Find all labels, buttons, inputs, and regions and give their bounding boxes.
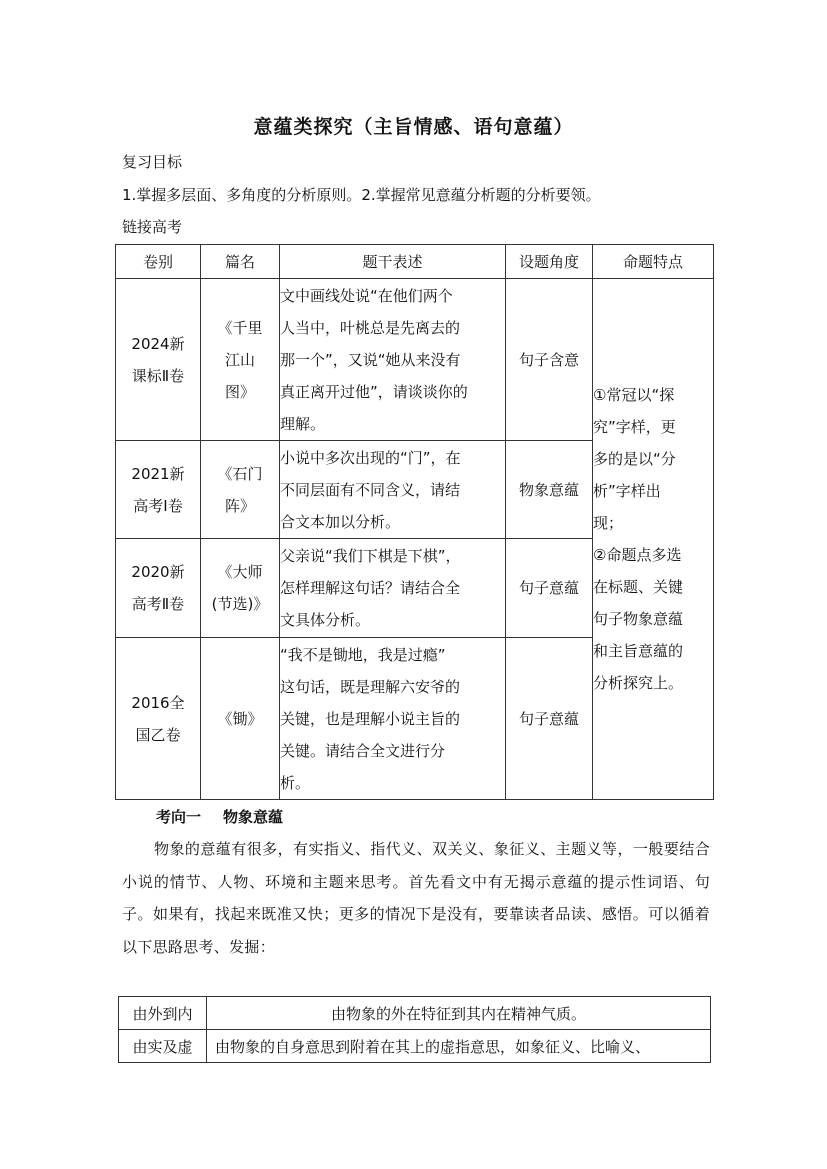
header-work: 篇名 bbox=[201, 245, 280, 279]
page-title: 意蕴类探究（主旨情感、语句意蕴） bbox=[253, 116, 574, 138]
body-paragraph: 物象的意蕴有很多，有实指义、指代义、双关义、象征义、主题义等，一般要结合小说的情节、人物、环境和主题来思考。首先看文中有无揭示意蕴的提示性词语、句子。如果有，找起来既准又快；更多的情况下是没有，要靠读者品读、感悟。可以循着以下思路思考、发掘： bbox=[122, 840, 710, 956]
feature-cell: ①常冠以“探 究”字样，更 多的是以“分 析”字样出 现； ②命题点多选 在标题、关键 句子物象意蕴 和主旨意蕴的 分析探究上。 bbox=[593, 279, 714, 800]
section-number: 考向一 bbox=[156, 808, 202, 826]
review-goal-text: 1.掌握多层面、多角度的分析原则。2.掌握常见意蕴分析题的分析要领。 bbox=[122, 186, 601, 204]
review-goal-label: 复习目标 bbox=[122, 153, 183, 171]
table-row bbox=[119, 1030, 711, 1063]
header-angle: 设题角度 bbox=[506, 245, 593, 279]
angle-cell: 句子意蕴 bbox=[506, 539, 593, 638]
exam-table-header-row bbox=[116, 245, 714, 279]
section-name: 物象意蕴 bbox=[223, 808, 284, 826]
stem-cell: 文中画线处说“在他们两个 人当中，叶桃总是先离去的 那一个”，又说“她从来没有 真正离开过他”，请谈谈你的 理解。 bbox=[280, 279, 506, 441]
section-heading bbox=[156, 806, 283, 827]
path-value: 由物象的外在特征到其内在精神气质。 bbox=[207, 997, 711, 1030]
path-table bbox=[118, 996, 711, 1063]
angle-cell: 句子含意 bbox=[506, 279, 593, 441]
work-cell: 《千里 江山 图》 bbox=[201, 279, 280, 441]
work-cell: 《大师 (节选)》 bbox=[201, 539, 280, 638]
stem-cell: 父亲说“我们下棋是下棋”， 怎样理解这句话？请结合全 文具体分析。 bbox=[280, 539, 506, 638]
table-row bbox=[116, 279, 714, 441]
work-cell: 《石门 阵》 bbox=[201, 441, 280, 539]
header-stem: 题干表述 bbox=[280, 245, 506, 279]
exam-cell: 2024新 课标Ⅱ卷 bbox=[116, 279, 201, 441]
stem-cell: 小说中多次出现的“门”，在 不同层面有不同含义，请结 合文本加以分析。 bbox=[280, 441, 506, 539]
link-label: 链接高考 bbox=[122, 218, 183, 236]
path-key: 由外到内 bbox=[119, 997, 207, 1030]
path-key: 由实及虚 bbox=[119, 1030, 207, 1063]
exam-cell: 2016全 国乙卷 bbox=[116, 638, 201, 800]
exam-cell: 2020新 高考Ⅱ卷 bbox=[116, 539, 201, 638]
header-feature: 命题特点 bbox=[593, 245, 714, 279]
work-cell: 《锄》 bbox=[201, 638, 280, 800]
exam-cell: 2021新 高考Ⅰ卷 bbox=[116, 441, 201, 539]
path-value: 由物象的自身意思到附着在其上的虚指意思，如象征义、比喻义、 bbox=[207, 1030, 711, 1063]
angle-cell: 物象意蕴 bbox=[506, 441, 593, 539]
stem-cell: “我不是锄地，我是过瘾” 这句话，既是理解六安爷的 关键，也是理解小说主旨的 关键。请结合全文进行分 析。 bbox=[280, 638, 506, 800]
header-exam: 卷别 bbox=[116, 245, 201, 279]
exam-table bbox=[115, 244, 714, 800]
angle-cell: 句子意蕴 bbox=[506, 638, 593, 800]
table-row bbox=[119, 997, 711, 1030]
